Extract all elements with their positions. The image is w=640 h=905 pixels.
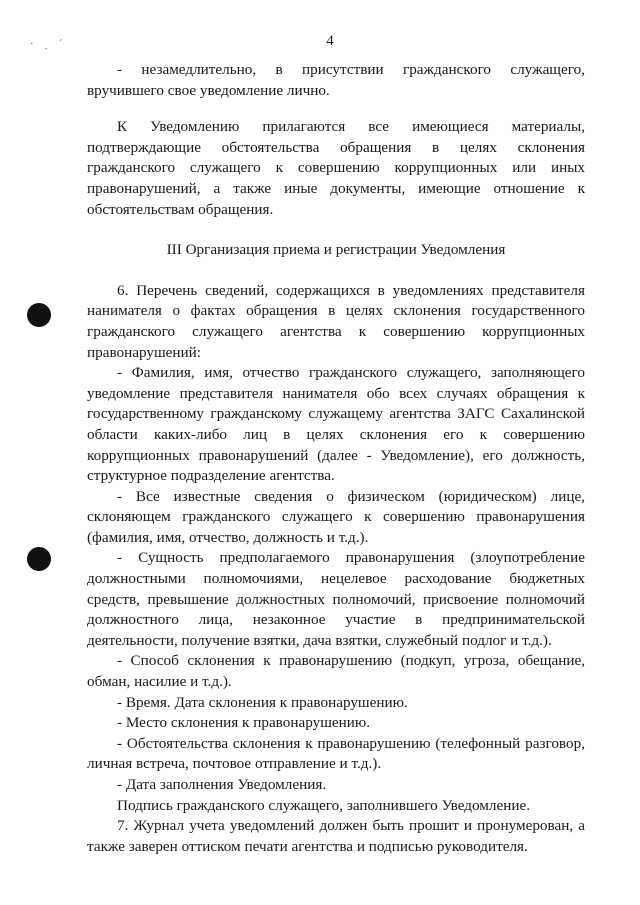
list-item: - Сущность предполагаемого правонарушения (злоупотребление должностными полномочиями, нецелевое расходование бюджетных средств, превышение должностных полномочий, присвоение полномочий должностного лица, незаконное участие в предпринимательской деятельности, получение взятки, дача взятки, служебный подлог и т.д.). — [87, 549, 585, 649]
scan-specks: · ˏ ˊ — [30, 38, 67, 50]
list-item: - Дата заполнения Уведомления. — [117, 776, 327, 793]
list-item: - Обстоятельства склонения к правонарушению (телефонный разговор, личная встреча, почтовое отправление и т.д.). — [87, 734, 585, 773]
page-number: 4 — [326, 33, 334, 49]
paragraph: К Уведомлению прилагаются все имеющиеся материалы, подтверждающие обстоятельства обращения в целях склонения гражданского служащего к совершению коррупционных или иных правонарушений, а также иные документы, имеющие отношение к обстоятельствам обращения. — [87, 118, 585, 218]
punch-hole — [27, 303, 51, 327]
list-item: - Время. Дата склонения к правонарушению. — [117, 693, 408, 711]
paragraph: 6. Перечень сведений, содержащихся в уведомлениях представителя нанимателя о фактах обращения в целях склонения государственного гражданского служащего агентства к совершению коррупционных правонарушений: — [87, 281, 585, 361]
punch-hole — [27, 547, 51, 571]
document-body — [87, 60, 585, 857]
list-item: - Место склонения к правонарушению. — [117, 714, 371, 732]
list-item: - Все известные сведения о физическом (юридическом) лице, склоняющем гражданского служащего к совершению правонарушения (фамилия, имя, отчество, должность и т.д.). — [87, 487, 585, 546]
paragraph: - незамедлительно, в присутствии гражданского служащего, вручившего свое уведомление лично. — [87, 61, 585, 99]
paragraph: 7. Журнал учета уведомлений должен быть прошит и пронумерован, а также заверен оттиском печати агентства и подписью руководителя. — [87, 817, 585, 855]
list-item: - Способ склонения к правонарушению (подкуп, угроза, обещание, обман, насилие и т.д.). — [87, 652, 585, 691]
paragraph: Подпись гражданского служащего, заполнившего Уведомление. — [117, 796, 530, 814]
section-heading: III Организация приема и регистрации Уведомления — [166, 241, 506, 259]
list-item: - Фамилия, имя, отчество гражданского служащего, заполняющего уведомление представителя нанимателя обо всех случаях обращения к государственному гражданскому служащему агентства ЗАГС Сахалинской области каких-либо лиц в целях склонения его к совершению коррупционных правонарушений (далее - Уведомление), его должность, структурное подразделение агентства. — [87, 364, 585, 485]
